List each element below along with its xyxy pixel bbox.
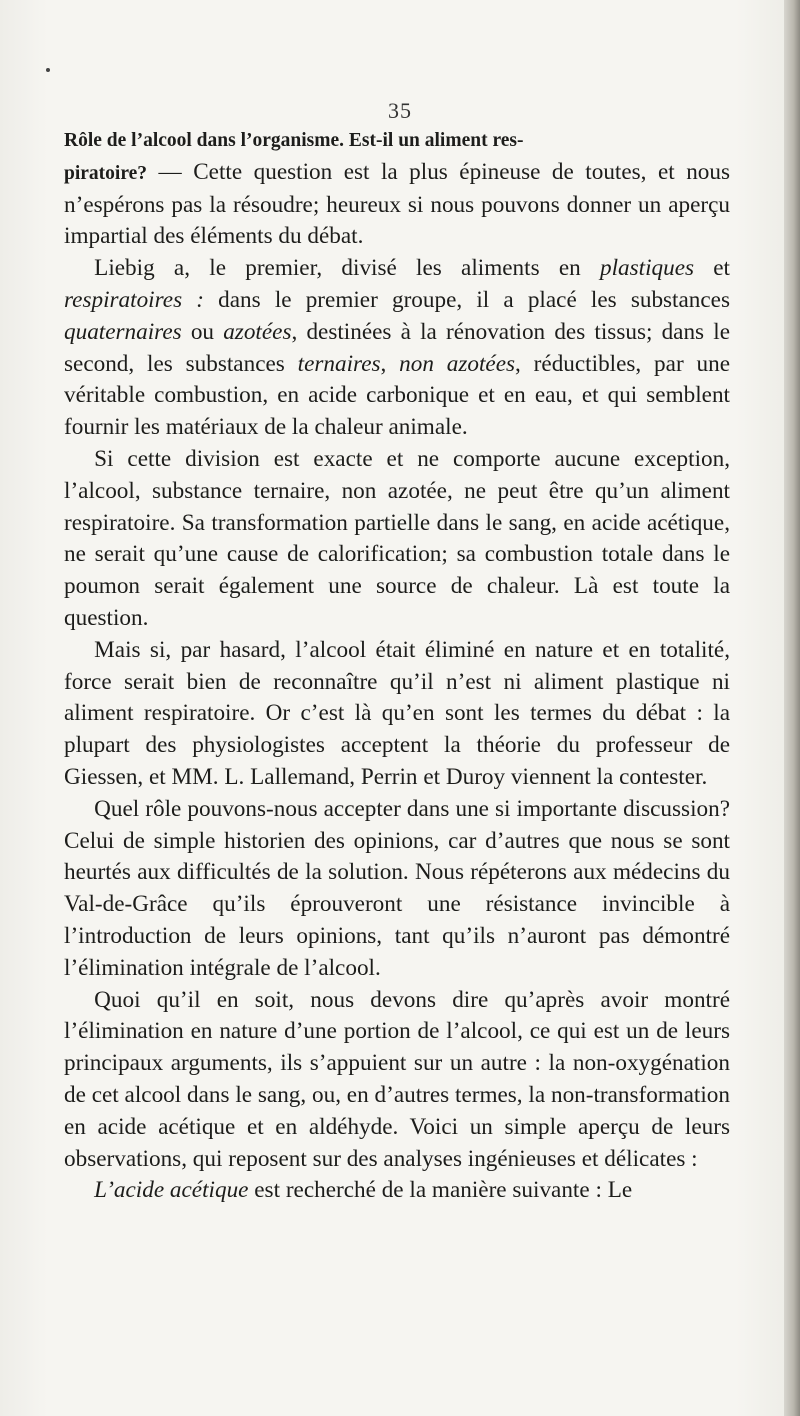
paragraph-5: Quel rôle pouvons-nous accepter dans une si importante discussion? Celui de simple historien des opinions, car d’autres que nous se sont heurtés aux difficultés de la solution. Nous répéterons aux médecins du Val-de-Grâce qu’ils éprouveront une résistance invincible à l’introduction de leurs opinions, tant qu’ils n’auront pas démontré l’élimination intégrale de l’alcool. <box>64 795 730 981</box>
p2-text-a: Liebig a, le premier, divisé les aliments en <box>94 255 600 282</box>
paragraph-6: Quoi qu’il en soit, nous devons dire qu’après avoir montré l’élimination en nature d’une portion de l’alcool, ce qui est un de leurs principaux arguments, ils s’appuient sur un autre : la non-oxygénation de cet alcool dans le sang, ou, en d’autres termes, la non-transformation en acide acétique et en aldéhyde. Voici un simple aperçu de leurs observations, qui reposent sur des analyses ingénieuses et délicates : <box>64 986 730 1172</box>
p2-italic-quaternaires: quaternaires <box>64 318 182 345</box>
page-number: 35 <box>388 98 412 123</box>
p2-italic-non-azotees: non azotées <box>399 350 516 377</box>
section-heading-tail: piratoire? <box>64 162 148 184</box>
p2-italic-azotees: azotées <box>223 318 292 345</box>
body-text <box>64 124 730 1207</box>
section-heading-head: Rôle de l’alcool dans l’organisme. Est-il un aliment res- <box>64 130 524 151</box>
p2-italic-plastiques: plastiques <box>599 255 695 282</box>
paragraph-1 <box>64 124 730 253</box>
p2-text-f: , <box>380 350 400 377</box>
page-edge <box>784 0 800 1416</box>
paragraph-7 <box>64 1175 730 1207</box>
p2-text-g: , réductibles, par une véritable combustion, en acide carbonique et en eau, et qui semblent fournir les matériaux de la chaleur animale. <box>64 350 730 441</box>
p2-text-e: , destinées à la rénovation des tissus; dans le second, les substances <box>64 318 730 377</box>
p2-italic-respiratoires: respiratoires : <box>64 286 204 313</box>
paragraph-2 <box>64 253 730 444</box>
p7-text: est recherché de la manière suivante : Le <box>248 1177 633 1204</box>
p2-text-b: et <box>694 255 731 282</box>
p7-italic-acide-acetique: L’acide acétique <box>94 1177 249 1204</box>
p2-text-c: dans le premier groupe, il a placé les substances <box>203 286 730 313</box>
p2-text-d: ou <box>181 318 224 345</box>
p2-italic-ternaires: ternaires <box>297 350 381 377</box>
paragraph-4: Mais si, par hasard, l’alcool était éliminé en nature et en totalité, force serait bien de reconnaître qu’il n’est ni aliment plastique ni aliment respiratoire. Or c’est là qu’en sont les termes du débat : la plupart des physiologistes acceptent la théorie du professeur de Giessen, et MM. L. Lallemand, Perrin et Duroy viennent la contester. <box>64 636 730 790</box>
print-speck <box>46 68 50 72</box>
paragraph-3: Si cette division est exacte et ne comporte aucune exception, l’alcool, substance ternaire, non azotée, ne peut être qu’un aliment respiratoire. Sa transformation partielle dans le sang, en acide acétique, ne serait qu’une cause de calorification; sa combustion totale dans le poumon serait également une source de chaleur. Là est toute la question. <box>64 445 730 631</box>
paragraph-1-text: — Cette question est la plus épineuse de toutes, et nous n’espérons pas la résoudre; heureux si nous pouvons donner un aperçu impartial des éléments du débat. <box>64 158 730 250</box>
